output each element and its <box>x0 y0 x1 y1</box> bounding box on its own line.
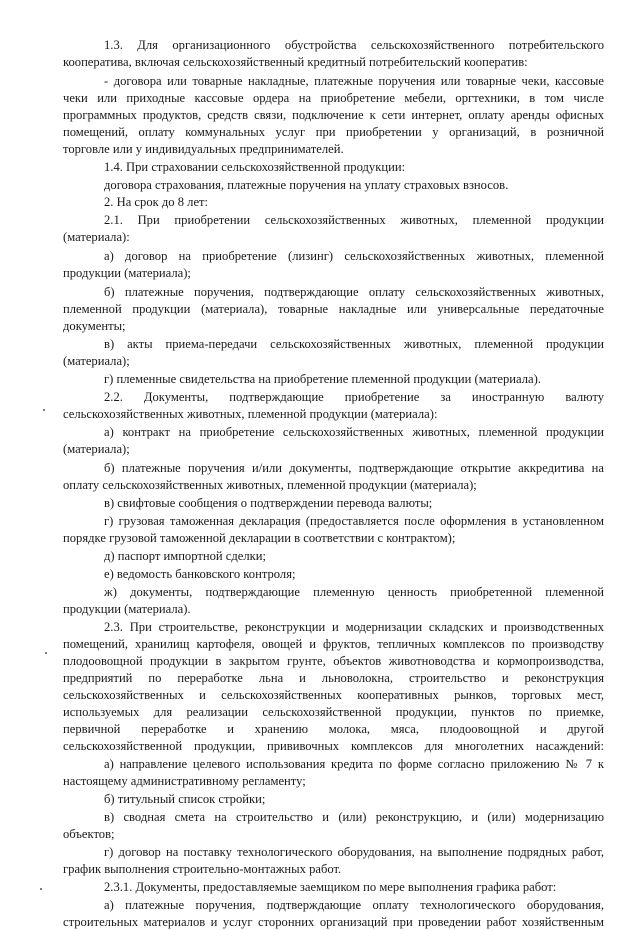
text-line: (материала); <box>63 354 130 368</box>
text-line: б) платежные поручения и/или документы, подтверждающие открытие аккредитива на <box>104 461 604 475</box>
scan-speck <box>43 409 45 411</box>
text-line: а) платежные поручения, подтверждающие оплату технологического оборудования, <box>104 898 604 912</box>
text-line: г) грузовая таможенная декларация (предоставляется после оформления в установленном <box>104 514 604 528</box>
text-line: 2.1. При приобретении сельскохозяйственных животных, племенной продукции <box>104 213 604 227</box>
text-line: ж) документы, подтверждающие племенную ценность приобретенной племенной <box>104 585 604 599</box>
text-line: сельскохозяйственных и сельскохозяйственных кооперативных рынков, торговых мест, <box>63 688 604 702</box>
text-line: порядке грузовой таможенной декларации в соответствии с контрактом); <box>63 531 456 545</box>
text-line: используемых для реализации сельскохозяйственной продукции, пунктов по приемке, <box>63 705 604 719</box>
text-line: первичной переработке и хранению молока, мяса, плодоовощной и другой <box>63 722 604 736</box>
text-line: предприятий по переработке льна и льноволокна, строительство и реконструкция <box>63 671 604 685</box>
text-line: сельскохозяйственных животных, племенной продукции (материала): <box>63 407 438 421</box>
text-line: 2.3. При строительстве, реконструкции и модернизации складских и производственных <box>104 620 604 634</box>
text-line: настоящему административному регламенту; <box>63 774 306 788</box>
text-line: объектов; <box>63 827 115 841</box>
text-line: (материала); <box>63 442 130 456</box>
text-line: оплату сельскохозяйственных животных, племенной продукции (материала); <box>63 478 477 492</box>
text-line: продукции (материала); <box>63 266 191 280</box>
text-line: чеки или приходные кассовые ордера на приобретение мебели, оргтехники, в том числе <box>63 91 604 105</box>
text-line: кооператива, включая сельскохозяйственный кредитный потребительский кооператив: <box>63 55 528 69</box>
text-line: 1.3. Для организационного обустройства сельскохозяйственного потребительского <box>104 38 604 52</box>
text-line: 2.2. Документы, подтверждающие приобретение за иностранную валюту <box>104 390 604 404</box>
text-line: строительных материалов и услуг сторонних организаций при проведении работ хозяйственным <box>63 915 604 929</box>
text-line: - договора или товарные накладные, платежные поручения или товарные чеки, кассовые <box>104 74 604 88</box>
text-line: помещений, оплату коммунальных услуг при приобретении у организаций, в розничной <box>63 125 604 139</box>
text-line: г) племенные свидетельства на приобретение племенной продукции (материала). <box>104 372 541 386</box>
text-line: плодоовощной продукции в закрытом грунте, объектов животноводства и кормопроизводства, <box>63 654 604 668</box>
text-line: программных продуктов, средств связи, подключение к сети интернет, оплату аренды офисных <box>63 108 604 122</box>
text-line: в) сводная смета на строительство и (или) реконструкцию, и (или) модернизацию <box>104 810 604 824</box>
text-line: б) титульный список стройки; <box>104 792 266 806</box>
text-line: б) платежные поручения, подтверждающие оплату сельскохозяйственных животных, <box>104 285 604 299</box>
text-line: сельскохозяйственной продукции, прививочных комплексов для многолетних насаждений: <box>63 739 604 753</box>
text-line: документы; <box>63 319 126 333</box>
text-line: е) ведомость банковского контроля; <box>104 567 296 581</box>
text-line: г) договор на поставку технологического оборудования, на выполнение подрядных работ, <box>104 845 604 859</box>
text-line: а) направление целевого использования кредита по форме согласно приложению № 7 к <box>104 757 604 771</box>
text-line: торговле или у индивидуальных предпринимателей. <box>63 142 344 156</box>
scan-speck <box>40 888 42 890</box>
text-line: помещений, хранилищ картофеля, овощей и фруктов, тепличных комплексов по производству <box>63 637 604 651</box>
text-line: д) паспорт импортной сделки; <box>104 549 267 563</box>
scan-speck <box>45 652 47 654</box>
text-line: 2.3.1. Документы, предоставляемые заемщиком по мере выполнения графика работ: <box>104 880 557 894</box>
text-line: (материала): <box>63 230 130 244</box>
text-line: продукции (материала). <box>63 602 191 616</box>
text-line: график выполнения строительно-монтажных работ. <box>63 862 342 876</box>
text-line: договора страхования, платежные поручения на уплату страховых взносов. <box>104 178 509 192</box>
text-line: а) договор на приобретение (лизинг) сельскохозяйственных животных, племенной <box>104 249 604 263</box>
text-line: племенной продукции (материала), товарные накладные или универсальные передаточные <box>63 302 604 316</box>
text-line: 2. На срок до 8 лет: <box>104 195 209 209</box>
text-line: в) акты приема-передачи сельскохозяйственных животных, племенной продукции <box>104 337 604 351</box>
text-line: в) свифтовые сообщения о подтверждении перевода валюты; <box>104 496 433 510</box>
text-line: 1.4. При страховании сельскохозяйственной продукции: <box>104 160 406 174</box>
text-line: а) контракт на приобретение сельскохозяйственных животных, племенной продукции <box>104 425 604 439</box>
